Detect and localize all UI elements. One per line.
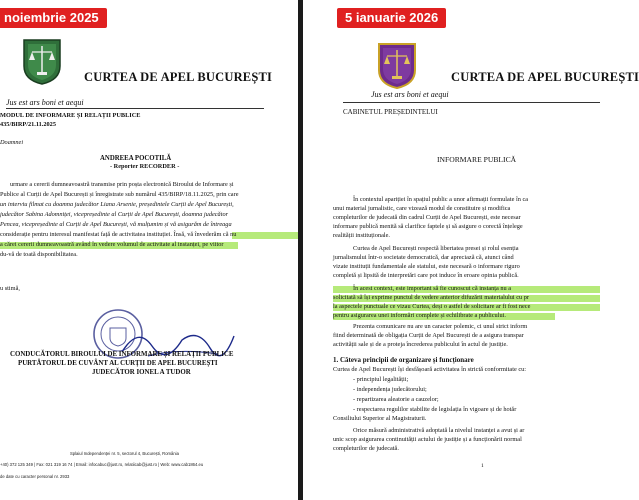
para-line-13: pentru asigurarea unei informări complete și echilibrate a publicului. [333, 312, 506, 319]
header-rule-right [343, 102, 600, 103]
para-line-10: În acest context, este important să fie cunoscut că instanța nu a [353, 285, 512, 292]
body-line-1: urmare a cererii dumneavoastră transmise prin poșta electronică Biroului de Informare și [10, 181, 234, 188]
registration-number: 435/BIRP/21.11.2025 [0, 121, 56, 128]
closing-para-line-1: Orice măsură administrativă adoptată la nivelul instanței a avut și ar [353, 427, 525, 434]
signature-line-3: JUDECĂTOR IONEL A TUDOR [92, 369, 191, 376]
body-line-8: du-vă de toată disponibilitatea. [0, 251, 78, 258]
closing-greeting: u stimă, [0, 285, 20, 292]
motto-left: Jus est ars boni et aequi [6, 98, 84, 107]
para-line-7: jurnalismului într-o societate democratică, dar apreciază că, atunci când [333, 254, 514, 261]
body-line-6: considerație pentru interesul manifestat față de activitatea instituției. Însă, vă învederăm că nu [0, 231, 237, 238]
court-name-right: CURTEA DE APEL BUCUREȘTI [451, 70, 639, 84]
signature-line-2: PURTĂTORUL DE CUVÂNT AL CURȚII DE APEL BUCUREȘTI [18, 360, 218, 367]
body-line-2: Publice al Curții de Apel București și înregistrate sub numărul 435/BIRP/18.11.2025, prin care [0, 191, 239, 198]
bullet-2: - independența judecătorului; [353, 386, 427, 393]
footer-address: Splaiul Independenței nr. 5, sectorul 4, București, România [70, 451, 179, 456]
section-intro: Curtea de Apel București își desfășoară activitatea în strictă conformitate cu: [333, 366, 527, 373]
para-line-4: informare publică menită să clarifice faptele și să asigure o corectă înțelege [333, 223, 523, 230]
bullet-4-continued: Consiliului Superior al Magistraturii. [333, 415, 427, 422]
signature-line-1: CONDUCĂTORUL BIROULUI DE INFORMARE ȘI RELAȚII PUBLICE [10, 351, 234, 358]
office-line: MODUL DE INFORMARE ȘI RELAȚII PUBLICE [0, 112, 141, 119]
para-line-16: activității sale și de a proteja încrederea publicului în actul de justiție. [333, 341, 508, 348]
body-line-3: un interviu filmat cu doamna judecător Liana Arsenie, președintele Curții de Apel București, [0, 201, 234, 208]
addressee-name: ANDREEA POCOTILĂ [100, 155, 172, 162]
bullet-1: - principiul legalității; [353, 376, 409, 383]
bullet-4: - respectarea regulilor stabilite de legislația în vigoare și de hotăr [353, 406, 517, 413]
para-line-1: În contextul apariției în spațiul public a unor afirmații formulate în ca [353, 196, 529, 203]
motto-right: Jus est ars boni et aequi [371, 90, 449, 99]
para-line-3: completurilor de judecată din cadrul Curții de Apel București, este necesar [333, 214, 521, 221]
header-rule-left [6, 108, 264, 109]
court-emblem-right [375, 40, 419, 90]
highlight-left-1 [232, 232, 298, 239]
date-badge-right: 5 ianuarie 2026 [337, 8, 446, 28]
addressee-role: - Reporter RECORDER - [110, 163, 180, 170]
closing-para-line-3: completurilor de judecată. [333, 445, 399, 452]
salutation: Doamnei [0, 139, 24, 146]
document-title: INFORMARE PUBLICĂ [437, 155, 517, 164]
right-document-page [303, 0, 639, 500]
footer-contacts: +40) 372 125 349 | Fax: 021 319 16 74 | Email: infocabuc@just.ro, relatiicab@just.ro | Web: www.cab1864.eu [0, 462, 204, 467]
para-line-9: completă și lipsită de interpretări care pot induce în eroare opinia publică. [333, 272, 519, 279]
cabinet-label: CABINETUL PREȘEDINTELUI [343, 108, 438, 116]
para-line-5: realității instituționale. [333, 232, 391, 239]
para-line-15: fiind determinată de obligația Curții de Apel București de a asigura transpar [333, 332, 524, 339]
court-emblem-left [20, 36, 64, 86]
court-name-left: CURTEA DE APEL BUCUREȘTI [84, 70, 273, 84]
para-line-12: la aspectele punctuale ce vizau Curtea, deși o astfel de solicitare ar fi fost nece [333, 303, 531, 310]
body-line-4: judecător Sabina Adomniței, vicepreședinte al Curții de Apel București, doamna judecător [0, 211, 229, 218]
bullet-3: - repartizarea aleatorie a cauzelor; [353, 396, 439, 403]
para-line-14: Prezenta comunicare nu are un caracter polemic, ci unul strict inform [353, 323, 528, 330]
para-line-11: solicitată să își exprime punctul de vedere anterior difuzării materialului cu pr [333, 294, 530, 301]
body-line-7: a cărei cererii dumneavoastră având în vedere volumul de activitate al instanței, pe viitor [0, 241, 224, 248]
section-heading: 1. Câteva principii de organizare și funcționare [333, 356, 474, 364]
para-line-6: Curtea de Apel București respectă libertatea presei și rolul esenția [353, 245, 519, 252]
footer-data-note: de date cu caracter personal nr. 2933 [0, 474, 70, 479]
closing-para-line-2: unic scop asigurarea continuității actului de justiție și a funcționării normal [333, 436, 522, 443]
page-number: 1 [481, 463, 484, 469]
left-document-page [0, 0, 300, 500]
body-line-5: Pencea, vicepreședinte al Curții de Apel București, vă mulțumim și vă asigurăm de întreaga [0, 221, 232, 228]
para-line-8: vizate instituții fundamentale ale statului, este necesară o informare riguro [333, 263, 520, 270]
date-badge-left: noiembrie 2025 [0, 8, 107, 28]
para-line-2: unui material jurnalistic, care vizează modul de constituire și modifica [333, 205, 511, 212]
